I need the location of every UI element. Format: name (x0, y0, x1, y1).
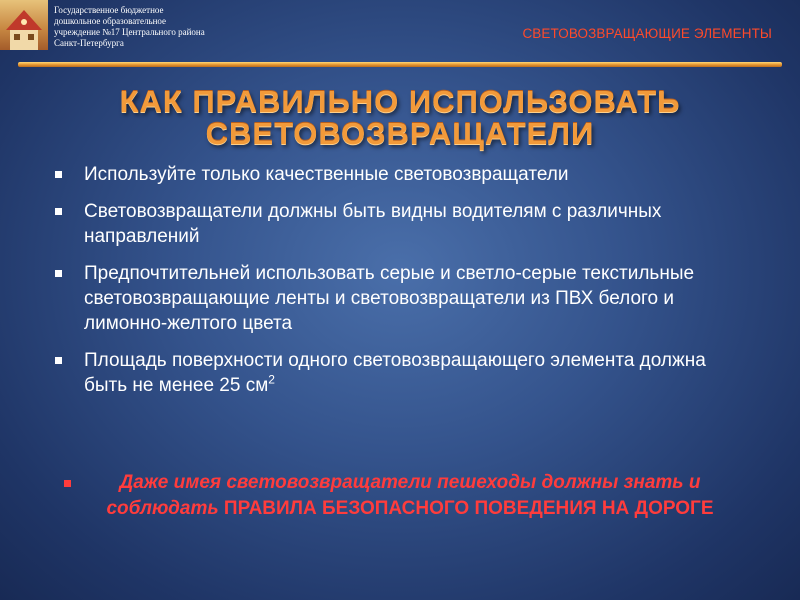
square-bullet-icon (55, 171, 62, 178)
list-item (52, 162, 742, 187)
list-item (52, 199, 742, 249)
list-item-text: Площадь поверхности одного световозвращающего элемента должна быть не менее 25 см (84, 350, 706, 396)
kindergarten-logo-icon (0, 0, 48, 50)
list-item-text: Световозвращатели должны быть видны водителям с различных направлений (84, 201, 662, 247)
note-text: Даже имея световозвращатели пешеходы должны знать и соблюдать (106, 472, 701, 519)
header-divider (18, 62, 782, 67)
org-line: дошкольное образовательное (54, 16, 166, 26)
area-superscript: 2 (268, 372, 275, 387)
square-bullet-icon (55, 357, 62, 364)
list-item-text: Предпочтительней использовать серые и светло-серые текстильные световозвращающие ленты и световозвращатели из ПВХ белого и лимонно-желтого цвета (84, 263, 695, 334)
section-title: СВЕТОВОЗВРАЩАЮЩИЕ ЭЛЕМЕНТЫ (522, 26, 772, 41)
bullet-list (52, 162, 742, 410)
slide-heading (0, 86, 800, 150)
list-item (52, 261, 742, 336)
list-item (52, 348, 742, 398)
heading-line: КАК ПРАВИЛЬНО ИСПОЛЬЗОВАТЬ (119, 84, 681, 119)
square-bullet-icon (55, 208, 62, 215)
org-line: Государственное бюджетное (54, 5, 164, 15)
square-bullet-icon (64, 480, 71, 487)
list-item-text: Используйте только качественные световозвращатели (84, 164, 569, 185)
square-bullet-icon (55, 270, 62, 277)
warning-note (62, 470, 758, 522)
note-rules-caps: ПРАВИЛА БЕЗОПАСНОГО ПОВЕДЕНИЯ НА ДОРОГЕ (223, 498, 714, 519)
heading-line: СВЕТОВОЗВРАЩАТЕЛИ (205, 116, 595, 151)
organization-name (54, 5, 254, 49)
org-line: учреждение №17 Центрального района (54, 27, 205, 37)
org-line: Санкт-Петербурга (54, 38, 124, 48)
